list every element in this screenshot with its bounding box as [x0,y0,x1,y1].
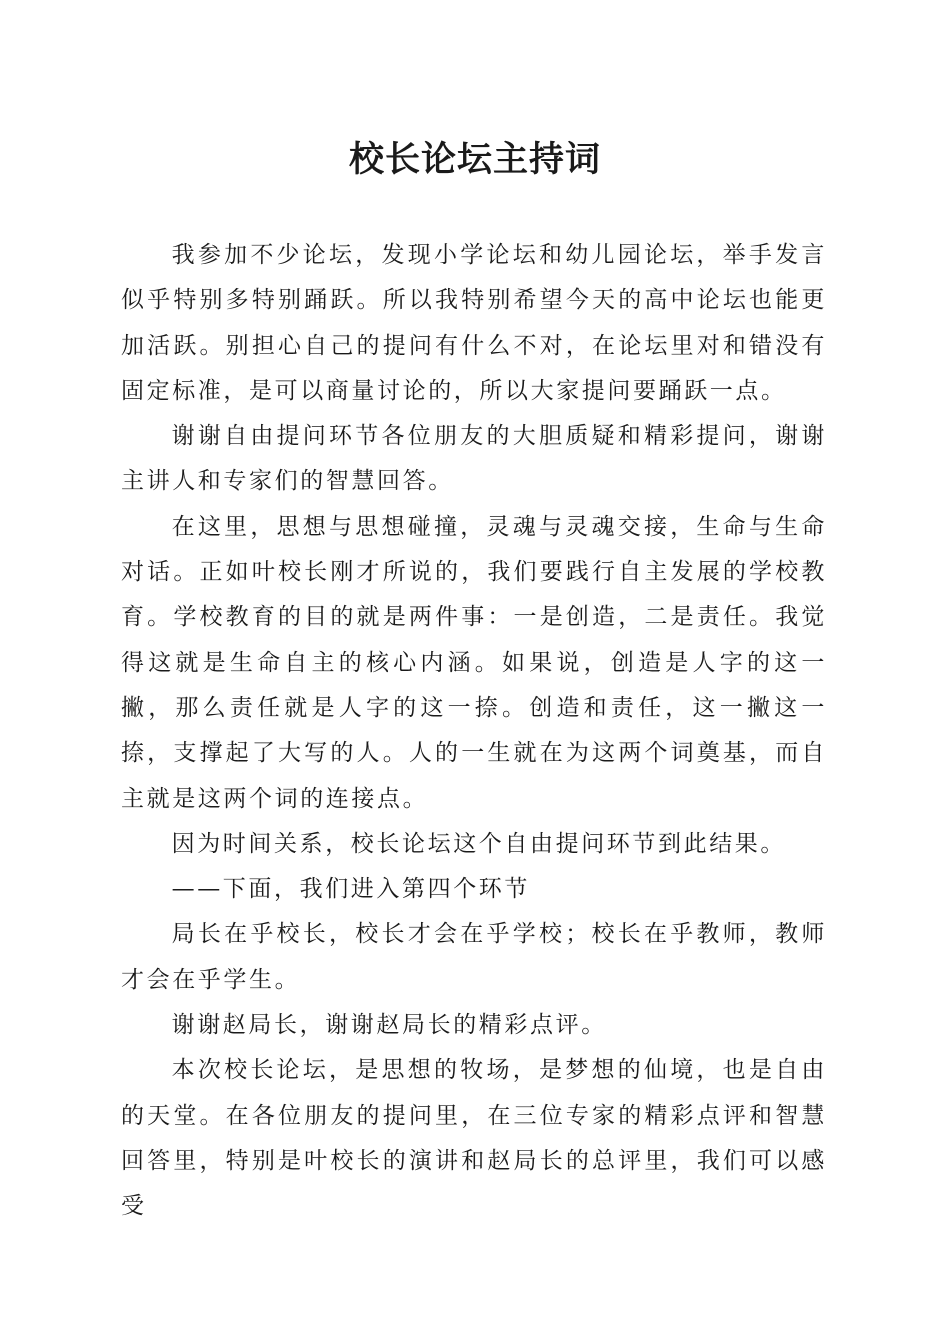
document-body [121,233,827,1230]
document-title: 校长论坛主持词 [348,139,601,180]
paragraph-2: 谢谢自由提问环节各位朋友的大胆质疑和精彩提问，谢谢主讲人和专家们的智慧回答。 [121,423,827,495]
paragraph-5: ——下面，我们进入第四个环节 [171,876,530,903]
paragraph-8: 本次校长论坛，是思想的牧场，是梦想的仙境，也是自由的天堂。在各位朋友的提问里，在三位专家的精彩点评和智慧回答里，特别是叶校长的演讲和赵局长的总评里，我们可以感受 [121,1057,827,1220]
paragraph-6: 局长在乎校长，校长才会在乎学校；校长在乎教师，教师才会在乎学生。 [121,921,827,993]
paragraph-4: 因为时间关系，校长论坛这个自由提问环节到此结果。 [171,830,786,857]
paragraph-1: 我参加不少论坛，发现小学论坛和幼儿园论坛，举手发言似乎特别多特别踊跃。所以我特别希望今天的高中论坛也能更加活跃。别担心自己的提问有什么不对，在论坛里对和错没有固定标准，是可以商量讨论的，所以大家提问要踊跃一点。 [121,242,827,404]
paragraph-3: 在这里，思想与思想碰撞，灵魂与灵魂交接，生命与生命对话。正如叶校长刚才所说的，我们要践行自主发展的学校教育。学校教育的目的就是两件事：一是创造，二是责任。我觉得这就是生命自主的核心内涵。如果说，创造是人字的这一撇，那么责任就是人字的这一捺。创造和责任，这一撇这一捺，支撑起了大写的人。人的一生就在为这两个词奠基，而自主就是这两个词的连接点。 [121,513,827,812]
paragraph-7: 谢谢赵局长，谢谢赵局长的精彩点评。 [171,1012,607,1039]
